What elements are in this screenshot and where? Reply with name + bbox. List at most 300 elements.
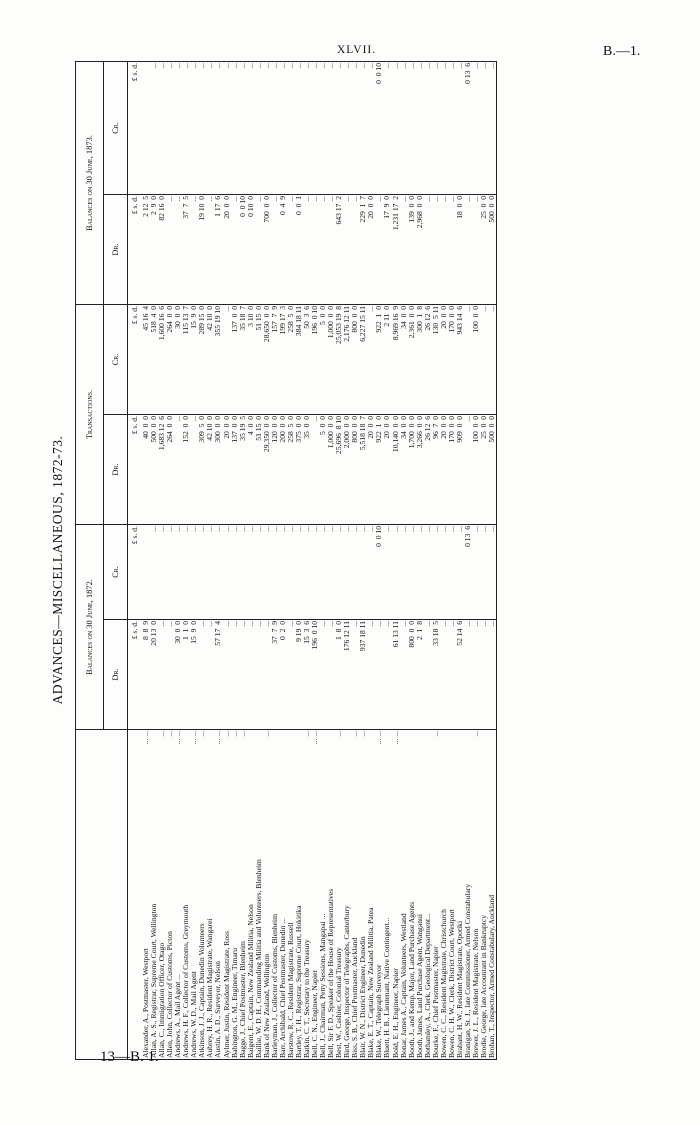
cell-b72cr: ... bbox=[351, 525, 359, 620]
cell-b72cr: ... bbox=[383, 525, 391, 620]
cell-b72cr: ... bbox=[416, 525, 424, 620]
advances-table bbox=[75, 61, 497, 1060]
cell-b72dr: ... bbox=[472, 620, 480, 730]
cell-tcr: 2,176 12 11 bbox=[343, 304, 351, 414]
row-name-text: Bird, George, Inspector of Telegraphs, Canterbury bbox=[342, 905, 352, 1058]
cell-b73dr: ... bbox=[464, 194, 472, 304]
cell-tdr: 909 0 0 bbox=[456, 415, 464, 525]
cell-b72cr: ... bbox=[303, 525, 311, 620]
cell-tdr: 10,140 0 0 bbox=[392, 415, 400, 525]
cr-header: Cr. bbox=[104, 304, 128, 414]
cell-b73cr: ... bbox=[239, 61, 247, 194]
row-name-text: Aubrey, H. R., Resident Magistrate, Wangarei bbox=[205, 918, 215, 1058]
cell-b73dr: ... bbox=[424, 194, 432, 304]
row-leader-dots: ... ... bbox=[390, 731, 400, 745]
table-row bbox=[279, 61, 287, 1059]
row-leader-dots: ... bbox=[350, 731, 360, 737]
cell-b73dr: 2,968 0 0 bbox=[416, 194, 424, 304]
table-row bbox=[464, 61, 472, 1059]
cell-tcr: 199 17 3 bbox=[279, 304, 287, 414]
row-name bbox=[488, 730, 497, 1060]
row-leader-dots: ... bbox=[157, 731, 167, 737]
cell-b72cr: ... bbox=[335, 525, 343, 620]
cell-tdr: 264 0 0 bbox=[166, 415, 174, 525]
row-leader-dots: ... bbox=[261, 731, 271, 737]
cell-tcr: 384 18 11 bbox=[295, 304, 303, 414]
cell-b73cr: ... bbox=[408, 61, 416, 194]
cell-b72cr: ... bbox=[480, 525, 488, 620]
cell-b73dr: ... bbox=[319, 194, 327, 304]
cell-tcr: 50 3 6 bbox=[303, 304, 311, 414]
cell-b72cr: ... bbox=[472, 525, 480, 620]
cell-b72cr: ... bbox=[223, 525, 231, 620]
cell-b73dr: 1,231 17 2 bbox=[392, 194, 400, 304]
row-name-text: Branigan, St. J., late Commissioner, Armed Constabulary bbox=[462, 883, 472, 1058]
row-name-text: Bell, C. N., Engineer, Napier bbox=[310, 969, 320, 1058]
cell-b72dr: ... bbox=[464, 620, 472, 730]
cell-b72dr: 176 12 11 bbox=[343, 620, 351, 730]
cell-b73dr: ... bbox=[351, 194, 359, 304]
cell-b72cr: ... bbox=[198, 525, 206, 620]
cell-b72cr: ... bbox=[327, 525, 335, 620]
cell-b73cr: ... bbox=[166, 61, 174, 194]
table-body bbox=[140, 61, 497, 1059]
cell-b72dr: 15 9 0 bbox=[190, 620, 198, 730]
cell-tdr: 1,000 0 0 bbox=[327, 415, 335, 525]
cell-b73cr: ... bbox=[295, 61, 303, 194]
cell-b72dr: 196 0 10 bbox=[311, 620, 319, 730]
row-name-text: Blake, W., Telegraph Surveyor bbox=[374, 964, 384, 1058]
cell-b73cr: ... bbox=[327, 61, 335, 194]
cell-tdr: 26 12 6 bbox=[424, 415, 432, 525]
cell-b72dr: ... bbox=[206, 620, 214, 730]
cell-tcr: 300 1 8 bbox=[416, 304, 424, 414]
row-name-text: Andrews, A., Mail Agent ... bbox=[173, 974, 183, 1058]
cell-b73cr: ... bbox=[488, 61, 497, 194]
dr-header: Dr. bbox=[104, 194, 128, 304]
cell-tcr: 800 0 0 bbox=[351, 304, 359, 414]
row-name-text: Brohan, T., Inspector, Armed Constabulary, Auckland bbox=[487, 895, 497, 1058]
table-row bbox=[367, 61, 375, 1059]
cell-b72dr: 61 13 11 bbox=[392, 620, 400, 730]
cell-b72cr: ... bbox=[231, 525, 239, 620]
cell-tdr: 800 0 0 bbox=[351, 415, 359, 525]
cell-b73cr: ... bbox=[182, 61, 190, 194]
name-column-header bbox=[76, 730, 128, 1060]
cell-b73cr: ... bbox=[359, 61, 367, 194]
cell-b72dr: ... bbox=[247, 620, 255, 730]
cell-b73cr: ... bbox=[416, 61, 424, 194]
cell-b73cr: ... bbox=[303, 61, 311, 194]
cell-b72dr: ... bbox=[231, 620, 239, 730]
cell-b72cr bbox=[140, 525, 150, 620]
row-name-text: Atkinson, J. J., Captain, Dunedin Volunteers bbox=[197, 923, 207, 1058]
cell-tdr: 120 0 0 bbox=[271, 415, 279, 525]
row-leader-dots: ... ... bbox=[189, 731, 199, 745]
table-row bbox=[158, 61, 166, 1059]
row-name-text: Bell, Sir F. D., Speaker of the House of Representatives bbox=[326, 888, 336, 1058]
row-name-text: Austin, A. D., Surveyor, Nelson bbox=[213, 961, 223, 1058]
table-row bbox=[416, 61, 424, 1059]
row-leader-dots: ... bbox=[334, 731, 344, 737]
table-row bbox=[166, 61, 174, 1059]
cell-b73cr: ... bbox=[223, 61, 231, 194]
cell-tcr: 30 0 0 bbox=[174, 304, 182, 414]
cell-tdr: 20 0 0 bbox=[383, 415, 391, 525]
cell-tcr: 42 10 0 bbox=[206, 304, 214, 414]
cell-b72cr: ... bbox=[279, 525, 287, 620]
cell-b72dr: 8 8 9 bbox=[140, 620, 150, 730]
cell-tdr: 25,696 8 10 bbox=[335, 415, 343, 525]
row-name-text: Booth, James, Land Purchase Agent, Wanganui bbox=[414, 914, 424, 1058]
cell-tdr: 300 0 0 bbox=[214, 415, 222, 525]
row-name-text: Blake, E. T., Captain, New Zealand Militia, Patea bbox=[366, 907, 376, 1058]
cell-tdr: 2,000 0 0 bbox=[343, 415, 351, 525]
cell-b72dr: ... bbox=[400, 620, 408, 730]
cell-b72dr: 9 19 0 bbox=[295, 620, 303, 730]
cell-b73cr: ... bbox=[271, 61, 279, 194]
row-leader-dots: ... bbox=[470, 731, 480, 737]
cell-b72dr: 937 18 11 bbox=[359, 620, 367, 730]
row-name-text: Bowen, C. H. W., Clerk, District Court, Westport bbox=[446, 908, 456, 1058]
cell-tcr: ... bbox=[464, 304, 472, 414]
row-leader-dots: ... bbox=[430, 731, 440, 737]
cell-b72dr: ... bbox=[223, 620, 231, 730]
cell-tdr: 35 0 0 bbox=[303, 415, 311, 525]
row-name-text: Bourke, F., Chief Postmaster, Napier bbox=[430, 946, 440, 1058]
cell-tcr: 289 15 0 bbox=[198, 304, 206, 414]
cell-tdr: 500 0 0 bbox=[488, 415, 497, 525]
cell-tcr: 6,227 15 11 bbox=[359, 304, 367, 414]
cell-tdr: 5 0 0 bbox=[319, 415, 327, 525]
cell-b73dr: ... bbox=[255, 194, 263, 304]
cell-tdr: 4 0 0 bbox=[247, 415, 255, 525]
cell-tdr: 42 10 0 bbox=[206, 415, 214, 525]
row-name-text: Alexander, A., Postmaster, Westport bbox=[141, 948, 151, 1058]
cell-b73cr: ... bbox=[472, 61, 480, 194]
row-name-text: Brewer, J. L., Resident Magistrate, Nelson bbox=[470, 928, 480, 1058]
cell-b73dr: 19 10 0 bbox=[198, 194, 206, 304]
cell-b73cr: ... bbox=[255, 61, 263, 194]
cell-b73dr: 0 10 0 bbox=[247, 194, 255, 304]
cell-b73dr: 20 0 0 bbox=[367, 194, 375, 304]
row-name-text: Barstow, R. C., Resident Magistrate, Russell bbox=[285, 922, 295, 1058]
table-row bbox=[488, 61, 497, 1059]
cell-tdr: 375 0 0 bbox=[295, 415, 303, 525]
cell-b72cr: ... bbox=[287, 525, 295, 620]
table-row bbox=[343, 61, 351, 1059]
row-name-text: Bonar, James A., Captain, Volunteers, Westland bbox=[398, 913, 408, 1058]
cell-tcr: 264 0 0 bbox=[166, 304, 174, 414]
row-name-text: Barr, Archibald, Chief Postmaster, Dunedin ... bbox=[277, 917, 287, 1058]
cell-b73dr: ... bbox=[271, 194, 279, 304]
cell-tcr: 1,000 0 0 bbox=[327, 304, 335, 414]
cell-b72cr: ... bbox=[367, 525, 375, 620]
cell-b73cr: ... bbox=[206, 61, 214, 194]
cell-b73dr: 700 0 0 bbox=[263, 194, 271, 304]
cell-tdr: 51 15 0 bbox=[255, 415, 263, 525]
cell-b73cr: ... bbox=[319, 61, 327, 194]
cell-b72dr: ... bbox=[255, 620, 263, 730]
cell-tdr: ... bbox=[311, 415, 319, 525]
cell-b72cr: ... bbox=[295, 525, 303, 620]
cell-b73dr: ... bbox=[375, 194, 383, 304]
row-name-text: Booth, J., and Kemp, Major, Land Purchase Agents bbox=[406, 901, 416, 1058]
row-name-text: Allen, John, Collector of Customs, Picton bbox=[165, 931, 175, 1058]
cell-b72dr: ... bbox=[327, 620, 335, 730]
cell-b72cr: ... bbox=[206, 525, 214, 620]
row-name-text: Best, W., Cashier, Colonial Treasury bbox=[334, 947, 344, 1058]
cell-b73dr: 500 0 0 bbox=[488, 194, 497, 304]
cell-b73dr: ... bbox=[166, 194, 174, 304]
dr-header: Dr. bbox=[104, 620, 128, 730]
cell-b73dr: ... bbox=[432, 194, 440, 304]
cell-tcr: ... bbox=[223, 304, 231, 414]
cell-b73dr: ... bbox=[400, 194, 408, 304]
cell-b73dr: ... bbox=[311, 194, 319, 304]
cell-tcr: 137 0 0 bbox=[231, 304, 239, 414]
cell-b72cr: ... bbox=[343, 525, 351, 620]
cell-b72dr: ... bbox=[488, 620, 497, 730]
page-reference: B.—1. bbox=[603, 44, 641, 59]
row-leader-dots: ... ... bbox=[213, 731, 223, 745]
cell-tcr: 15 9 0 bbox=[190, 304, 198, 414]
cell-tdr: 20 0 0 bbox=[440, 415, 448, 525]
cell-b73cr: ... bbox=[424, 61, 432, 194]
cell-b72dr: ... bbox=[383, 620, 391, 730]
page-number: XLVII. bbox=[337, 44, 377, 56]
cell-b73dr: 18 0 0 bbox=[456, 194, 464, 304]
cell-tcr: 355 19 10 bbox=[214, 304, 222, 414]
cell-tdr: 309 5 0 bbox=[198, 415, 206, 525]
cell-tcr: 45 16 4 bbox=[140, 304, 150, 414]
cell-b72cr: ... bbox=[255, 525, 263, 620]
cell-b73dr: 25 0 0 bbox=[480, 194, 488, 304]
cell-tdr: 200 0 0 bbox=[279, 415, 287, 525]
cell-b73cr: ... bbox=[448, 61, 456, 194]
cell-tdr: ... bbox=[190, 415, 198, 525]
table-title: ADVANCES—MISCELLANEOUS, 1872-73. bbox=[50, 435, 65, 705]
cell-tcr: 5 0 0 bbox=[319, 304, 327, 414]
cell-b72cr: ... bbox=[150, 525, 158, 620]
cell-b73dr: 643 17 2 bbox=[335, 194, 343, 304]
cell-b72dr: ... bbox=[287, 620, 295, 730]
row-leader-dots: ... bbox=[229, 731, 239, 737]
cell-b72dr: ... bbox=[263, 620, 271, 730]
cell-tcr: 100 0 0 bbox=[472, 304, 480, 414]
cell-tcr: 8,969 16 9 bbox=[392, 304, 400, 414]
cell-tcr: 1,600 16 6 bbox=[158, 304, 166, 414]
cell-b73dr: ... bbox=[472, 194, 480, 304]
cell-b72cr: ... bbox=[319, 525, 327, 620]
transactions-header: Transactions. bbox=[76, 304, 104, 524]
cell-tdr: 500 0 0 bbox=[150, 415, 158, 525]
cell-b73dr: ... bbox=[448, 194, 456, 304]
cell-b73dr: ... bbox=[287, 194, 295, 304]
cell-tdr: 20 0 0 bbox=[367, 415, 375, 525]
cell-b73cr: ... bbox=[392, 61, 400, 194]
cell-b73cr: 0 13 6 bbox=[464, 61, 472, 194]
cell-tcr: 28,650 0 0 bbox=[263, 304, 271, 414]
units-label: £ s. d. bbox=[128, 525, 141, 620]
cell-b72cr: ... bbox=[432, 525, 440, 620]
cell-tdr: 170 0 0 bbox=[448, 415, 456, 525]
cell-tdr: ... bbox=[174, 415, 182, 525]
cell-tcr: 2 11 0 bbox=[383, 304, 391, 414]
cell-b73cr: ... bbox=[351, 61, 359, 194]
cell-b73cr: ... bbox=[247, 61, 255, 194]
cell-b72cr: ... bbox=[263, 525, 271, 620]
cell-b73dr: ... bbox=[190, 194, 198, 304]
cell-tdr: 1,700 0 0 bbox=[408, 415, 416, 525]
cell-b72cr: ... bbox=[488, 525, 497, 620]
cell-b73cr: ... bbox=[150, 61, 158, 194]
table-row bbox=[311, 61, 319, 1059]
cell-b72cr: ... bbox=[408, 525, 416, 620]
cell-tcr: 3 10 0 bbox=[247, 304, 255, 414]
row-name-text: Bagge, J., Chief Postmaster, Blenheim bbox=[237, 941, 247, 1058]
cell-b72dr: ... bbox=[367, 620, 375, 730]
cell-b72cr: ... bbox=[158, 525, 166, 620]
cell-b72dr: 30 0 0 bbox=[174, 620, 182, 730]
row-name-text: Brabant, H. W., Resident Magistrate, Opotiki bbox=[454, 920, 464, 1058]
cell-b72cr: ... bbox=[174, 525, 182, 620]
cell-b73dr: ... bbox=[303, 194, 311, 304]
cell-b72dr: ... bbox=[239, 620, 247, 730]
cell-b72dr: 37 7 9 bbox=[271, 620, 279, 730]
cell-b72cr: ... bbox=[190, 525, 198, 620]
units-label: £ s. d. bbox=[128, 304, 141, 414]
table-row bbox=[198, 61, 206, 1059]
cell-tcr: 35 18 7 bbox=[239, 304, 247, 414]
cell-b73dr: 1 17 6 bbox=[214, 194, 222, 304]
cell-tcr: ... bbox=[367, 304, 375, 414]
cell-b72dr: 33 18 5 bbox=[432, 620, 440, 730]
row-leader-dots: ... bbox=[165, 731, 175, 737]
cell-b72dr: ... bbox=[351, 620, 359, 730]
units-label: £ s. d. bbox=[128, 61, 141, 194]
cell-b72dr: ... bbox=[158, 620, 166, 730]
cell-b72dr: 52 14 6 bbox=[456, 620, 464, 730]
cell-b72dr: 0 2 0 bbox=[279, 620, 287, 730]
table-row bbox=[223, 61, 231, 1059]
cell-b72cr: ... bbox=[166, 525, 174, 620]
table-row bbox=[424, 61, 432, 1059]
cell-b73cr: ... bbox=[158, 61, 166, 194]
cell-b73cr: ... bbox=[432, 61, 440, 194]
cell-b73cr: ... bbox=[279, 61, 287, 194]
cell-b72dr: 800 0 0 bbox=[408, 620, 416, 730]
cell-b73cr: ... bbox=[214, 61, 222, 194]
cell-b72dr: 2 1 8 bbox=[416, 620, 424, 730]
row-name-text: Andrews, H. F., Collector of Customs, Greymouth bbox=[181, 904, 191, 1058]
cell-b73cr: ... bbox=[335, 61, 343, 194]
cell-b73cr: ... bbox=[263, 61, 271, 194]
cell-tcr: 34 0 0 bbox=[400, 304, 408, 414]
cell-b73dr: 37 7 5 bbox=[182, 194, 190, 304]
cell-b73cr: 0 0 10 bbox=[375, 61, 383, 194]
cell-b73cr: ... bbox=[287, 61, 295, 194]
cell-tdr: 258 5 0 bbox=[287, 415, 295, 525]
cell-tdr: 40 0 0 bbox=[140, 415, 150, 525]
cell-tcr: 115 13 7 bbox=[182, 304, 190, 414]
cell-tdr: ... bbox=[464, 415, 472, 525]
cell-b73dr: 2 9 0 bbox=[150, 194, 158, 304]
cell-b73cr: ... bbox=[383, 61, 391, 194]
cell-b73dr: ... bbox=[343, 194, 351, 304]
row-name-text: Bank of New Zealand, Wellington bbox=[261, 953, 271, 1058]
cell-tdr: 137 0 0 bbox=[231, 415, 239, 525]
dr-header: Dr. bbox=[104, 415, 128, 525]
cell-b73cr: ... bbox=[456, 61, 464, 194]
row-leader-dots: ... ... bbox=[173, 731, 183, 745]
cell-tcr: 25,053 19 8 bbox=[335, 304, 343, 414]
cell-b72cr: ... bbox=[182, 525, 190, 620]
cell-b72cr: ... bbox=[448, 525, 456, 620]
cell-b73dr: 229 1 7 bbox=[359, 194, 367, 304]
row-name-text: Batkin, C. T., Secretary to the Treasury bbox=[301, 939, 311, 1058]
cell-b72cr: ... bbox=[400, 525, 408, 620]
cell-b72dr: 1 1 0 bbox=[182, 620, 190, 730]
cell-b73cr bbox=[140, 61, 150, 194]
cell-b72cr: ... bbox=[214, 525, 222, 620]
cell-b73cr: ... bbox=[343, 61, 351, 194]
cr-header: Cr. bbox=[104, 525, 128, 620]
cell-b72cr: ... bbox=[239, 525, 247, 620]
table-row bbox=[263, 61, 271, 1059]
cell-tcr: 196 0 10 bbox=[311, 304, 319, 414]
cell-b73cr: ... bbox=[190, 61, 198, 194]
cell-b72dr: ... bbox=[375, 620, 383, 730]
cell-b73cr: ... bbox=[198, 61, 206, 194]
cell-b72dr: 20 13 0 bbox=[150, 620, 158, 730]
cell-b73cr: ... bbox=[400, 61, 408, 194]
cell-b73dr: 82 16 0 bbox=[158, 194, 166, 304]
row-leader-dots: ... bbox=[237, 731, 247, 737]
cell-b73cr: ... bbox=[174, 61, 182, 194]
cell-b73dr: ... bbox=[206, 194, 214, 304]
row-name-text: Aylmer, Justin, Resident Magistrate, Ross bbox=[221, 930, 231, 1058]
cell-b72dr: ... bbox=[448, 620, 456, 730]
cell-tdr: 152 0 0 bbox=[182, 415, 190, 525]
row-leader-dots: ... bbox=[358, 731, 368, 737]
cell-tcr: ... bbox=[480, 304, 488, 414]
cell-b73cr: ... bbox=[480, 61, 488, 194]
cell-tdr: 29,350 0 0 bbox=[263, 415, 271, 525]
units-label: £ s. d. bbox=[128, 194, 141, 304]
row-name-text: Allan, A. S., Registrar, Supreme Court, Wellington bbox=[149, 903, 159, 1058]
cell-tdr: 922 1 0 bbox=[375, 415, 383, 525]
table-row bbox=[303, 61, 311, 1059]
cell-b73dr: 0 0 10 bbox=[239, 194, 247, 304]
cell-b72dr: ... bbox=[198, 620, 206, 730]
row-name-text: Brodie, George, late Accountant in Bankruptcy bbox=[479, 914, 489, 1058]
cell-b73dr: ... bbox=[174, 194, 182, 304]
cell-b73dr: ... bbox=[327, 194, 335, 304]
row-leader-dots: ... ... bbox=[374, 731, 384, 745]
cell-b72cr: ... bbox=[440, 525, 448, 620]
cell-b72dr: ... bbox=[480, 620, 488, 730]
row-leader-dots: ... bbox=[221, 731, 231, 737]
cell-b73dr: 0 0 1 bbox=[295, 194, 303, 304]
cell-tcr: 922 1 0 bbox=[375, 304, 383, 414]
cell-tcr: 51 15 0 bbox=[255, 304, 263, 414]
row-name-text: Baillie, W. D. H., Commanding Militia and Volunteers, Blenheim bbox=[253, 859, 263, 1058]
row-name-text: Baigent, E., Captain, New Zealand Militia, Nelson bbox=[245, 904, 255, 1058]
cell-b72cr: ... bbox=[311, 525, 319, 620]
cell-tdr: 5,518 18 7 bbox=[359, 415, 367, 525]
row-leader-dots: ... bbox=[301, 731, 311, 737]
